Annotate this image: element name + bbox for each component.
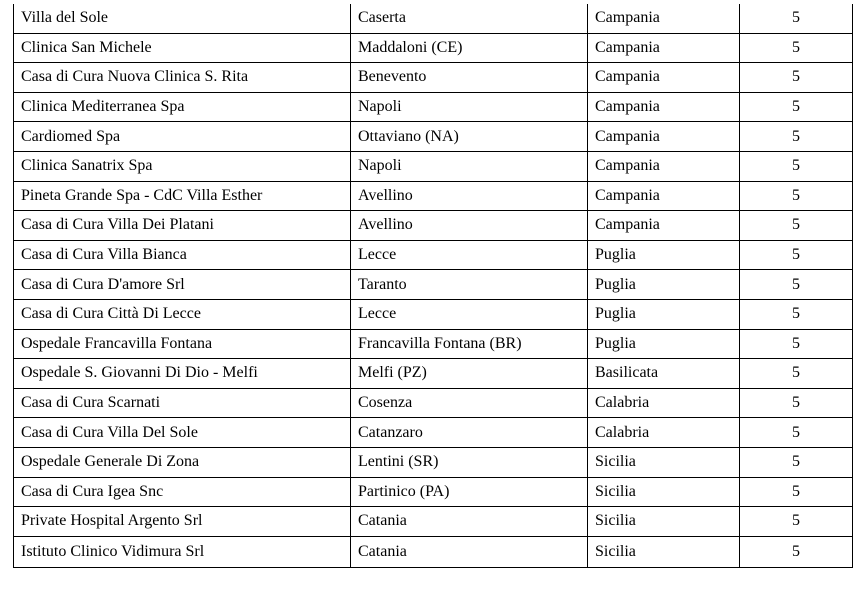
region-cell: Campania (588, 92, 740, 122)
score-cell: 5 (740, 359, 853, 389)
score-cell: 5 (740, 151, 853, 181)
score-cell: 5 (740, 536, 853, 567)
region-cell: Sicilia (588, 477, 740, 507)
score-cell: 5 (740, 33, 853, 63)
region-cell: Campania (588, 122, 740, 152)
region-cell: Calabria (588, 388, 740, 418)
hospital-name-cell: Casa di Cura Villa Del Sole (14, 418, 351, 448)
score-cell: 5 (740, 299, 853, 329)
region-cell: Puglia (588, 299, 740, 329)
hospital-name-cell: Ospedale Generale Di Zona (14, 447, 351, 477)
score-cell: 5 (740, 240, 853, 270)
table-row (14, 299, 853, 329)
hospital-name-cell: Clinica Sanatrix Spa (14, 151, 351, 181)
city-cell: Lecce (351, 299, 588, 329)
hospital-name-cell: Private Hospital Argento Srl (14, 507, 351, 537)
hospital-name-cell: Ospedale S. Giovanni Di Dio - Melfi (14, 359, 351, 389)
table-row (14, 92, 853, 122)
region-cell: Campania (588, 63, 740, 93)
city-cell: Melfi (PZ) (351, 359, 588, 389)
city-cell: Cosenza (351, 388, 588, 418)
city-cell: Catania (351, 507, 588, 537)
table-row (14, 33, 853, 63)
region-cell: Campania (588, 33, 740, 63)
score-cell: 5 (740, 92, 853, 122)
table-row (14, 4, 853, 33)
score-cell: 5 (740, 418, 853, 448)
table-row (14, 477, 853, 507)
city-cell: Partinico (PA) (351, 477, 588, 507)
region-cell: Campania (588, 211, 740, 241)
score-cell: 5 (740, 122, 853, 152)
hospital-name-cell: Istituto Clinico Vidimura Srl (14, 536, 351, 567)
table-row (14, 536, 853, 567)
region-cell: Calabria (588, 418, 740, 448)
score-cell: 5 (740, 329, 853, 359)
city-cell: Taranto (351, 270, 588, 300)
table-body (14, 4, 853, 567)
hospital-table (13, 4, 853, 568)
hospital-name-cell: Clinica Mediterranea Spa (14, 92, 351, 122)
hospital-name-cell: Cardiomed Spa (14, 122, 351, 152)
region-cell: Campania (588, 151, 740, 181)
hospital-table-container (13, 4, 852, 568)
score-cell: 5 (740, 388, 853, 418)
region-cell: Sicilia (588, 447, 740, 477)
region-cell: Puglia (588, 240, 740, 270)
hospital-name-cell: Casa di Cura Igea Snc (14, 477, 351, 507)
city-cell: Benevento (351, 63, 588, 93)
city-cell: Avellino (351, 211, 588, 241)
city-cell: Catania (351, 536, 588, 567)
score-cell: 5 (740, 270, 853, 300)
region-cell: Campania (588, 181, 740, 211)
hospital-name-cell: Casa di Cura Scarnati (14, 388, 351, 418)
hospital-name-cell: Casa di Cura Villa Dei Platani (14, 211, 351, 241)
city-cell: Francavilla Fontana (BR) (351, 329, 588, 359)
score-cell: 5 (740, 181, 853, 211)
table-row (14, 240, 853, 270)
hospital-name-cell: Casa di Cura Nuova Clinica S. Rita (14, 63, 351, 93)
table-row (14, 388, 853, 418)
region-cell: Sicilia (588, 536, 740, 567)
region-cell: Basilicata (588, 359, 740, 389)
score-cell: 5 (740, 63, 853, 93)
hospital-name-cell: Pineta Grande Spa - CdC Villa Esther (14, 181, 351, 211)
city-cell: Caserta (351, 4, 588, 33)
city-cell: Lentini (SR) (351, 447, 588, 477)
hospital-name-cell: Villa del Sole (14, 4, 351, 33)
score-cell: 5 (740, 447, 853, 477)
city-cell: Avellino (351, 181, 588, 211)
city-cell: Ottaviano (NA) (351, 122, 588, 152)
table-row (14, 507, 853, 537)
table-row (14, 211, 853, 241)
table-row (14, 359, 853, 389)
city-cell: Lecce (351, 240, 588, 270)
table-row (14, 418, 853, 448)
score-cell: 5 (740, 211, 853, 241)
city-cell: Maddaloni (CE) (351, 33, 588, 63)
table-row (14, 122, 853, 152)
table-row (14, 151, 853, 181)
score-cell: 5 (740, 507, 853, 537)
city-cell: Catanzaro (351, 418, 588, 448)
table-row (14, 270, 853, 300)
table-row (14, 181, 853, 211)
region-cell: Puglia (588, 329, 740, 359)
table-row (14, 447, 853, 477)
hospital-name-cell: Casa di Cura Città Di Lecce (14, 299, 351, 329)
table-row (14, 63, 853, 93)
region-cell: Sicilia (588, 507, 740, 537)
region-cell: Campania (588, 4, 740, 33)
table-row (14, 329, 853, 359)
score-cell: 5 (740, 477, 853, 507)
hospital-name-cell: Casa di Cura D'amore Srl (14, 270, 351, 300)
region-cell: Puglia (588, 270, 740, 300)
score-cell: 5 (740, 4, 853, 33)
hospital-name-cell: Clinica San Michele (14, 33, 351, 63)
hospital-name-cell: Casa di Cura Villa Bianca (14, 240, 351, 270)
city-cell: Napoli (351, 92, 588, 122)
city-cell: Napoli (351, 151, 588, 181)
hospital-name-cell: Ospedale Francavilla Fontana (14, 329, 351, 359)
